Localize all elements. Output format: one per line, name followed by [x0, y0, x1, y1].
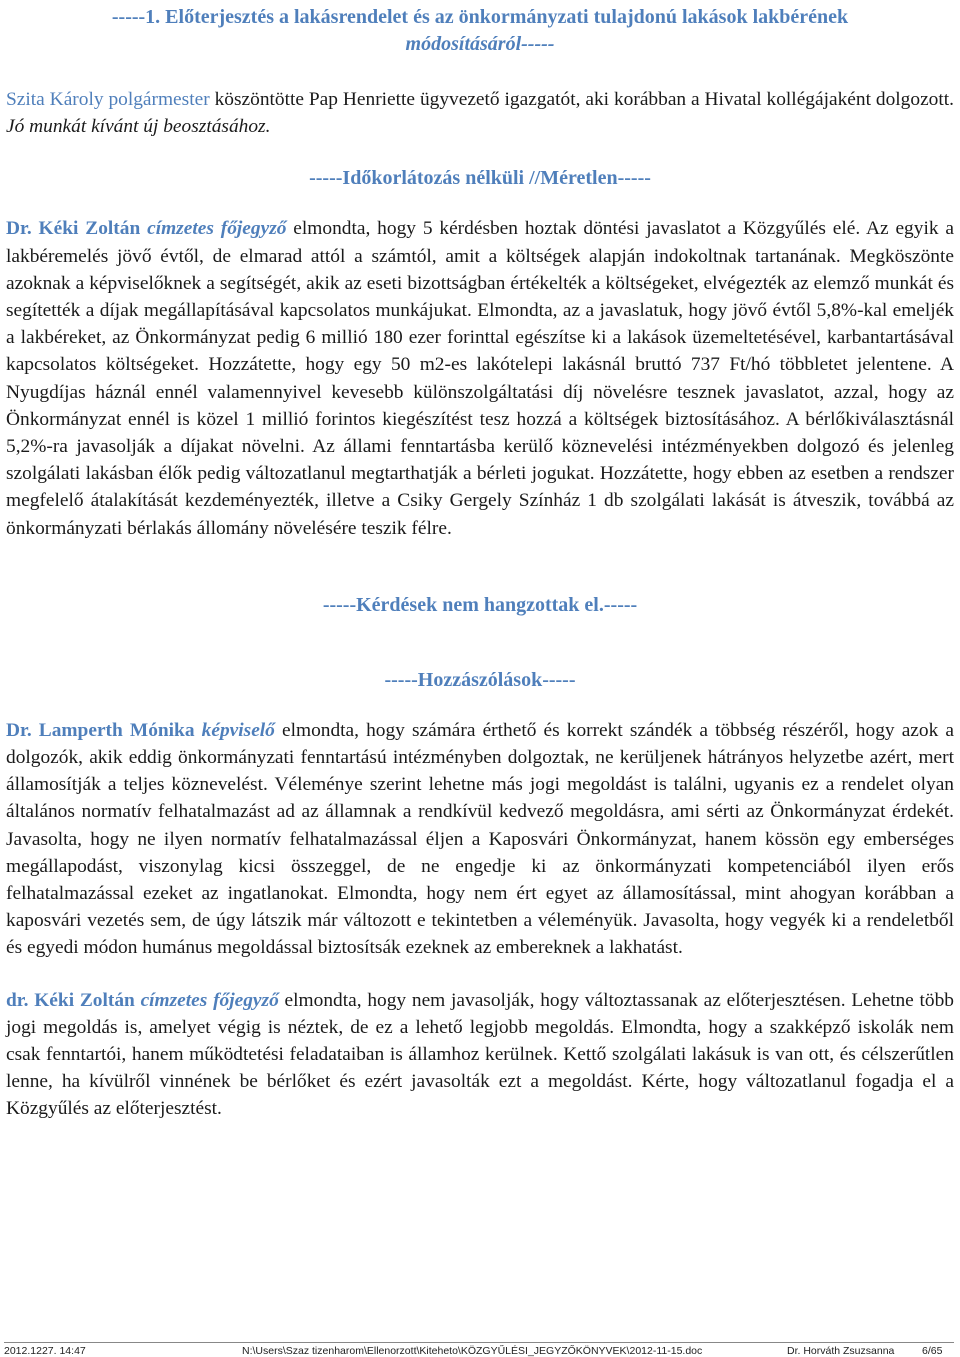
- section-heading-comments: -----Hozzászólások-----: [384, 668, 576, 691]
- keki-paragraph-2: [6, 987, 954, 1123]
- paragraph-text: elmondta, hogy 5 kérdésben hoztak döntési javaslatot a Közgyűlés elé. Az egyik a lakbéremelés jövő évtől, de elmarad attól a számtól, amit a költségek alapján indokoltnak tartanának. Megköszönte azoknak a képviselőknek a segítségét, akik az eseti bizottságban értékelték a költségeket, elvégezték az elemző munkát és segítették a díjak megállapításával kapcsolatos munkájukat. Elmondta, az a javaslatuk, hogy jövő évtől 5,8%-kal emeljék a lakbéreket, az Önkormányzat pedig 6 millió 180 ezer forinttal egészítse ki a lakások üzemeltetésével, karbantartásával kapcsolatos költségeket. Hozzátette, hogy egy 50 m2-es lakótelepi lakásnál bruttó 737 Ft/hó többletet jelentene. A Nyugdíjas háznál ennél valamennyivel kevesebb különszolgáltatási díj növelésre tesznek javaslatot, azzal, hogy az Önkormányzat ennél is közel 1 millió forintos kiegészítést tesz hozzá a költségek biztosításához. A bérlőkiválasztásnál 5,2%-ra javasolják a díjakat növelni. Az állami fenntartásba kerülő köznevelési intézményekben dolgozó és jelenleg szolgálati lakásban élők pedig változatlanul megtarthatják a bérleti jogukat. Hozzátette, hogy ebben az esetben a rendszer megfelelő átalakítását kezdeményezték, illetve a Csiky Gergely Színház 1 db szolgálati lakását is átveszik, továbbá az önkormányzati bérlakás állomány növelésére teszik félre.: [6, 218, 954, 539]
- agenda-heading: [6, 4, 954, 58]
- lamperth-paragraph: [6, 717, 954, 962]
- keki-paragraph-1: [6, 215, 954, 541]
- paragraph-text-italic: Jó munkát kívánt új beosztásához.: [6, 116, 271, 138]
- page-footer: [4, 1342, 954, 1357]
- intro-paragraph: [6, 86, 954, 140]
- paragraph-text: köszöntötte Pap Henriette ügyvezető igazgatót, aki korábban a Hivatal kollégájaként dolgozott.: [209, 89, 954, 110]
- footer-date: 2012.1227. 14:47: [4, 1345, 86, 1357]
- speaker-title: címzetes főjegyző: [140, 989, 279, 1011]
- speaker-title: címzetes főjegyző: [147, 218, 287, 240]
- paragraph-text: elmondta, hogy számára érthető és korrekt szándék a többség részéről, hogy azok a dolgozók, akik eddig önkormányzati fenntartású intézményben dolgoztak, ne kerüljenek hátrányos helyzetbe azért, mert államosítják a teljes köznevelést. Véleménye szerint lehetne más jogi megoldást is találni, ugyanis ez a rendelet olyan általános normatív felhatalmazást ad az államnak a rendkívül kedvező megoldásra, ami sérti az Önkormányzat érdekét. Javasolta, hogy ne ilyen normatív felhatalmazással éljen a Kaposvári Önkormányzat, hanem kössön egy emberséges megállapodást, viszonylag kicsi összeggel, de ne engedje ki az önkormányzati kompetenciából ilyen erős felhatalmazással ezeket az ingatlanokat. Elmondta, hogy nem ért egyet az államosítással, mint ahogyan korábban a kaposvári vezetés sem, de úgy látszik már változott e tekintetben a véleményük. Javasolta, hogy vegyék ki a rendeletből és egyedi módon humánus megoldással biztosítsák ezeknek az embereknek a lakhatást.: [6, 719, 954, 959]
- speaker-name: Szita Károly polgármester: [6, 89, 210, 110]
- section-heading-unlimited: -----Időkorlátozás nélküli //Méretlen-----: [309, 167, 651, 190]
- speaker-name: Dr. Lamperth Mónika: [6, 719, 195, 741]
- agenda-heading-line1: -----1. Előterjesztés a lakásrendelet és az önkormányzati tulajdonú lakások lakbérének: [111, 6, 849, 28]
- paragraph-text: elmondta, hogy nem javasolják, hogy változtassanak az előterjesztésen. Lehetne több jogi megoldás is, amelyet végig is néztek, de ez a lehető legjobb megoldás. Elmondta, hogy a szakképző iskolák nem csak fenntartói, hanem működtetési feladataiban is államhoz kerülnek. Kettő szolgálati lakásuk is van ott, és célszerűtlen lenne, ha kívülről vinnének be bérlőket és ezért javasolták ezt a megoldást. Kérte, hogy változatlanul fogadja el a Közgyűlés az előterjesztést.: [6, 989, 954, 1120]
- speaker-title: képviselő: [201, 719, 275, 741]
- footer-page-number: 6/65: [922, 1345, 943, 1357]
- footer-author: Dr. Horváth Zsuzsanna: [787, 1345, 895, 1357]
- agenda-heading-line2: módosításáról-----: [405, 33, 555, 55]
- footer-file-path: N:\Users\Szaz tizenharom\Ellenorzott\Kiteheto\KÖZGYŰLÉSI_JEGYZŐKÖNYVEK\2012-11-15.doc: [242, 1345, 703, 1357]
- speaker-name: dr. Kéki Zoltán: [6, 989, 135, 1011]
- speaker-name: Dr. Kéki Zoltán: [6, 218, 141, 240]
- document-page: [6, 0, 954, 1123]
- section-heading-no-questions: -----Kérdések nem hangzottak el.-----: [322, 593, 638, 616]
